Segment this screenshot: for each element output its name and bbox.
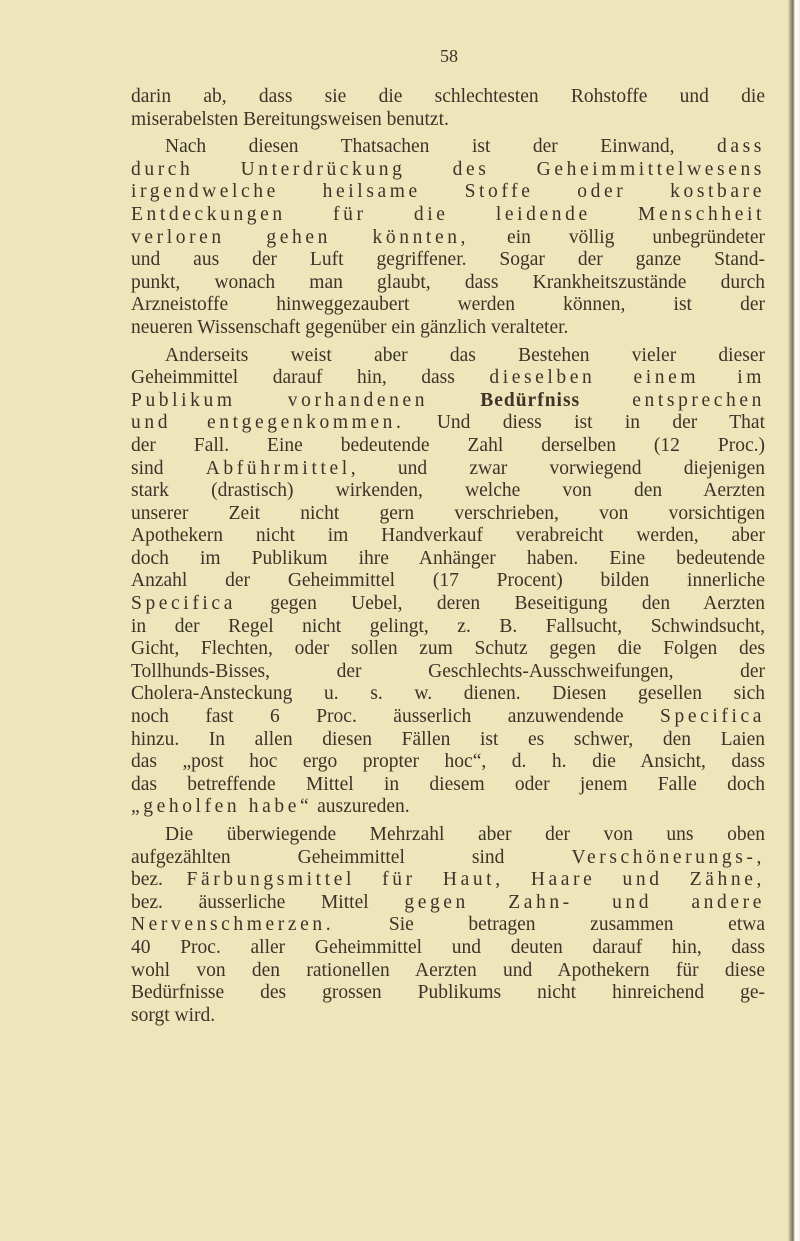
- page-edge: [788, 0, 800, 1241]
- page-number: 58: [440, 46, 458, 66]
- text-line: [131, 593, 765, 616]
- text-run: wohl von den rationellen Aerzten und Apothekern für diese: [131, 959, 765, 981]
- text-line: [131, 435, 765, 458]
- emphasized-text: und entgegenkommen.: [131, 412, 405, 434]
- text-line: [131, 249, 765, 272]
- text-line: [131, 824, 765, 847]
- text-run: bez.: [131, 869, 187, 891]
- emphasized-text: Specifica: [131, 593, 236, 615]
- text-line: [131, 345, 765, 368]
- text-line: [131, 458, 765, 481]
- text-line: [131, 548, 765, 571]
- text-run: Geheimmittel darauf hin, dass: [131, 367, 490, 389]
- text-line: [131, 914, 765, 937]
- text-run: Bedürfnisse des grossen Publikums nicht hinreichend ge-: [131, 982, 765, 1004]
- emphasized-text: Publikum vorhandenen: [131, 389, 481, 411]
- text-line: [131, 892, 765, 915]
- emphasized-text: Färbungsmittel für Haut, Haare und Zähne,: [186, 869, 765, 891]
- text-line: [131, 751, 765, 774]
- text-line: [131, 774, 765, 797]
- paragraph: [131, 86, 765, 131]
- text-line: [131, 525, 765, 548]
- text-run: 40 Proc. aller Geheimmittel und deuten darauf hin, dass: [131, 936, 765, 958]
- text-line: [131, 136, 765, 159]
- text-run: Tollhunds-Bisses, der Geschlechts-Ausschweifungen, der: [131, 660, 765, 682]
- text-run: Die überwiegende Mehrzahl aber der von uns oben: [165, 824, 765, 845]
- emphasized-text: Verschönerungs-,: [571, 846, 765, 868]
- text-line: [131, 480, 765, 503]
- text-line: [131, 960, 765, 983]
- text-run: das „post hoc ergo propter hoc“, d. h. die Ansicht, dass: [131, 751, 765, 773]
- text-run: miserabelsten Bereitungsweisen benutzt.: [131, 108, 449, 130]
- text-run: bez. äusserliche Mittel: [131, 891, 405, 913]
- bold-text: Bedürfniss: [480, 389, 581, 411]
- paragraph: [131, 824, 765, 1027]
- emphasized-text: gegen Zahn- und andere: [404, 891, 765, 913]
- text-line: [131, 159, 765, 182]
- text-run: in der Regel nicht gelingt, z. B. Fallsucht, Schwindsucht,: [131, 615, 765, 637]
- text-run: , und zwar vorwiegend diejenigen: [350, 457, 765, 479]
- text-run: der Fall. Eine bedeutende Zahl derselben (12 Proc.): [131, 434, 765, 456]
- emphasized-text: Entdeckungen für die leidende Menschheit: [131, 203, 765, 225]
- text-line: [131, 294, 765, 317]
- emphasized-text: verloren gehen könnten,: [131, 226, 470, 248]
- text-run: doch im Publikum ihre Anhänger haben. Eine bedeutende: [131, 547, 765, 569]
- text-line: [131, 706, 765, 729]
- text-line: [131, 869, 765, 892]
- emphasized-text: Nervenschmerzen.: [131, 914, 335, 936]
- text-line: [131, 847, 765, 870]
- body-text: [131, 86, 765, 1032]
- text-run: aufgezählten Geheimmittel sind: [131, 846, 572, 868]
- text-run: hinzu. In allen diesen Fällen ist es schwer, den Laien: [131, 728, 765, 750]
- text-run: Sie betragen zusammen etwa: [334, 914, 765, 936]
- emphasized-text: dass: [717, 136, 765, 158]
- text-line: [131, 683, 765, 706]
- emphasized-text: Specifica: [660, 706, 765, 728]
- text-run: Anzahl der Geheimmittel (17 Procent) bilden innerliche: [131, 570, 765, 592]
- text-line: [131, 1005, 765, 1028]
- text-run: Gicht, Flechten, oder sollen zum Schutz gegen die Folgen des: [131, 638, 765, 660]
- emphasized-text: dieselben einem im: [489, 367, 765, 389]
- text-line: [131, 390, 765, 413]
- text-run: gegen Uebel, deren Beseitigung den Aerzten: [235, 593, 765, 615]
- emphasized-text: Abführmittel: [205, 457, 351, 479]
- text-run: darin ab, dass sie die schlechtesten Rohstoffe und die: [131, 86, 765, 107]
- text-run: noch fast 6 Proc. äusserlich anzuwendende: [131, 706, 661, 728]
- text-line: [131, 570, 765, 593]
- paragraph: [131, 345, 765, 819]
- text-run: Anderseits weist aber das Bestehen vieler dieser: [165, 344, 765, 366]
- text-run: Und diess ist in der That: [404, 412, 765, 434]
- text-line: [131, 638, 765, 661]
- text-run: und aus der Luft gegriffener. Sogar der ganze Stand-: [131, 249, 765, 271]
- text-run: stark (drastisch) wirkenden, welche von den Aerzten: [131, 480, 765, 502]
- text-run: Apothekern nicht im Handverkauf verabreicht werden, aber: [131, 525, 765, 547]
- text-line: [131, 227, 765, 250]
- text-line: [131, 86, 765, 109]
- text-run: unserer Zeit nicht gern verschrieben, von vorsichtigen: [131, 502, 765, 524]
- paragraph: [131, 136, 765, 339]
- text-run: neueren Wissenschaft gegenüber ein gänzlich veralteter.: [131, 316, 569, 338]
- text-run: auszureden.: [312, 796, 410, 818]
- text-line: [131, 796, 765, 819]
- text-run: sorgt wird.: [131, 1004, 216, 1026]
- emphasized-text: „geholfen habe“: [131, 796, 313, 818]
- text-line: [131, 937, 765, 960]
- emphasized-text: durch Unterdrückung des Geheimmittelwesens: [131, 158, 765, 180]
- text-run: ein völlig unbegründeter: [469, 226, 765, 248]
- text-line: [131, 503, 765, 526]
- emphasized-text: entsprechen: [580, 389, 765, 411]
- text-line: [131, 661, 765, 684]
- text-line: [131, 317, 765, 340]
- text-line: [131, 729, 765, 752]
- text-run: sind: [131, 457, 206, 479]
- text-line: [131, 616, 765, 639]
- text-line: [131, 109, 765, 132]
- emphasized-text: irgendwelche heilsame Stoffe oder kostbare: [131, 181, 765, 203]
- text-line: [131, 181, 765, 204]
- text-run: punkt, wonach man glaubt, dass Krankheitszustände durch: [131, 271, 765, 293]
- text-line: [131, 982, 765, 1005]
- text-run: das betreffende Mittel in diesem oder jenem Falle doch: [131, 773, 765, 795]
- text-run: Nach diesen Thatsachen ist der Einwand,: [165, 136, 718, 158]
- text-line: [131, 272, 765, 295]
- text-run: Cholera-Ansteckung u. s. w. dienen. Diesen gesellen sich: [131, 683, 765, 705]
- text-line: [131, 204, 765, 227]
- text-line: [131, 412, 765, 435]
- text-run: Arzneistoffe hinweggezaubert werden können, ist der: [131, 294, 765, 316]
- text-line: [131, 367, 765, 390]
